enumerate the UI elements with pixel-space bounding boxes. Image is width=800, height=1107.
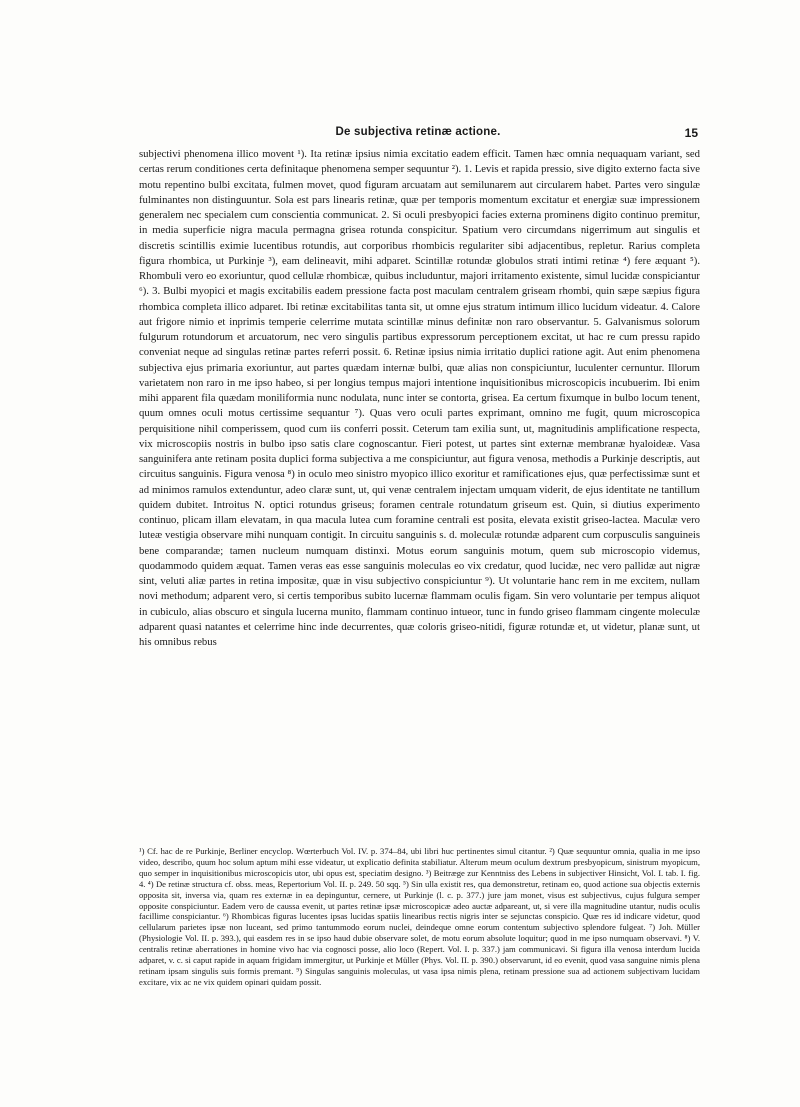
page-header	[138, 126, 698, 144]
running-title: De subjectiva retinæ actione.	[335, 126, 501, 138]
footnote-text: ¹) Cf. hac de re Purkinje, Berliner encyclop. Wœrterbuch Vol. IV. p. 374–84, ubi libri huc pertinentes simul citantur. ²) Quæ sequuntur omnia, qualia in me ipso video, describo, quum hoc solum aptum mihi esse videatur, ut explicatio definita stabiliatur. Alterum meum oculum dextrum presbyopicum, sinistrum myopicum, quo semper in inquisitionibus microscopicis utor, ubi opus est, speciatim designo. ³) Beitræge zur Kenntniss des Lebens in subjectiver Hinsicht, Vol. I. tab. I. fig. 4. ⁴) De retinæ structura cf. obss. meas, Repertorium Vol. II. p. 249. 50 sqq. ⁵) Sin ulla existit res, qua demonstretur, retinam eo, quod actione sua objectis externis opposita sit, inversa via, quam res externæ in ea depinguntur, cernere, ut Purkinje (l. c. p. 377.) jure jam monet, visus est subjectivus, cujus fulgura semper opposite conspiciuntur. Eadem vero de caussa evenit, ut partes retinæ ipsæ microscopicæ adeo auctæ adpareant, ut, si vere illa magnitudine utantur, nudis oculis facillime conspiciantur. ⁶) Rhombicas figuras lucentes ipsas lucidas spatiis linearibus rectis nigris inter se sejunctas conspicio. Quæ res id indicare videtur, quod cellularum parietes ipsæ non luceant, sed primo tantummodo eorum nuclei, deindeque omne eorum contentum subjectivo splendore fulgeat. ⁷) Joh. Müller (Physiologie Vol. II. p. 393.), qui easdem res in se ipso haud dubie observare solet, de motu eorum absolute loquitur; quod in me ipso numquam observavi. ⁸) V. centralis retinæ aberrationes in homine vivo hac via cognosci posse, alio loco (Repert. Vol. I. p. 337.) jam communicavi. Si figura illa venosa interdum lucida adparet, v. c. si caput rapide in aquam frigidam immergitur, ut Purkinje et Müller (Phys. Vol. II. p. 390.) observarunt, id eo evenit, quod vasa sanguine nimis plena retinam ipsam singulis suis formis premant. ⁹) Singulas sanguinis moleculas, ut vasa ipsa nimis plena, retinam pressione sua ad actionem subjectivam lucidam excitare, vix ac ne vix quidem opinari quidam possit.	[139, 846, 700, 987]
main-text	[139, 147, 700, 650]
footnotes	[139, 846, 700, 988]
page-number: 15	[684, 126, 698, 140]
body-paragraph: subjectivi phenomena illico movent ¹). Ita retinæ ipsius nimia excitatio eadem efficit. Tamen hæc omnia nequaquam variant, sed certas rerum conditiones certa definitaque phenomena semper sequuntur ²). 1. Levis et rapida pressio, sive digito externo facta sive motu repentino bulbi excitata, fulmen movet, quod figuram arcuatam aut semilunarem aut circularem habet. Partes vero singulæ fulminantes non distinguuntur. Sola est pars linearis retinæ, quæ per temporis momentum excitatur et energiæ suæ impressionem generalem nec specialem cum conscientia communicat. 2. Si oculi presbyopici facies externa prominens digito continuo premitur, in media superficie nigra macula permagna grisea rotunda conspicitur. Spatium vero circumdans nigerrimum aut singulis et discretis scintillis eximie lucentibus rotundis, aut corporibus rhombicis regulariter sibi adjacentibus, repletur. Rarius completa figura rhombica, ut Purkinje ³), eam delineavit, mihi adparet. Scintillæ rotundæ globulos strati intimi retinæ ⁴) fere æquant ⁵). Rhombuli vero eo exoriuntur, quod cellulæ rhombicæ, quibus includuntur, majori irritamento existente, simul lucidæ conspiciantur ⁶). 3. Bulbi myopici et magis excitabilis eadem pressione facta post maculam centralem griseam rhombi, quin sæpe sæpius figura rhombica completa illico adparet. Ibi retinæ excitabilitas tanta sit, ut omne ejus stratum intimum illico lucidum videatur. 4. Calore aut frigore nimio et inprimis temperie celerrime mutata scintillæ minus definitæ non raro observantur. 5. Galvanismus solorum fulgurum rotundorum et arcuatorum, nec vero singulis partibus expressorum perceptionem excitat, ut hac re cum pressu rapido conveniat neque ad singulas retinæ partes referri possit. 6. Retinæ ipsius nimia irritatio duplici ratione agit. Aut enim phenomena subjectiva ejus primaria exoriuntur, aut partes quædam internæ bulbi, quæ alias non conspiciuntur, luculenter cernuntur. Illorum varietatem non raro in me ipso habeo, si per longius tempus majori intentione inquisitionibus microscopicis incubuerim. Ibi enim mihi apparent fila quædam moniliformia nunc nodulata, nunc inter se contorta, grisea. Ea certum fixumque in bulbo locum tenent, quum omnes oculi motus certissime sequantur ⁷). Quas vero oculi partes exprimant, omnino me fugit, quum microscopica perquisitione nihil comperissem, quod cum iis conferri possit. Ceterum tam exilia sunt, ut, magnitudinis amplificatione respecta, vix microscopiis nostris in bulbo ipso satis clare cognoscantur. Fieri potest, ut partes sint externæ membranæ hyaloideæ. Vasa sanguinifera ante retinam posita duplici forma subjectiva a me conspiciuntur, aut figura venosa, methodis a Purkinje descriptis, aut circuitus sanguinis. Figura venosa ⁸) in oculo meo sinistro myopico illico exoritur et ramificationes ejus, quæ perfectissimæ sunt et ad minimos ramulos extenduntur, adeo claræ sunt, ut, qui venæ centralem injectam umquam viderit, de ejus identitate ne tantillum quidem dubitet. Introitus N. optici rotundus griseus; foramen centrale rotundatum griseum est. Quin, si diutius experimento continuo, plicam illam elevatam, in qua macula lutea cum foramine centrali est posita, elevata existit griseo-lactea. Maculæ vero luteæ vestigia observare mihi nunquam contigit. In circuitu sanguinis s. d. moleculæ rotundæ adparent cum corpusculis sanguineis bene comparandæ; tamen nucleum numquam distinxi. Motus eorum sanguinis motum, quem sub microscopio videmus, quodammodo quidem æquat. Tamen veras eas esse sanguinis moleculas eo vix credatur, quod lucidæ, nec vero pallidæ aut nigræ sint, veluti aliæ partes in retina impositæ, quæ in visu subjectivo conspiciuntur ⁹). Ut voluntarie hanc rem in me excitem, nullam novi methodum; adparent vero, si certis temporibus subito lucernæ flammam oculis figam. Sin vero voluntarie per tempus aliquot in cubiculo, alias obscuro et singula lucerna munito, flammam continuo intueor, tunc in fundo griseo flammam cingente moleculæ adparent quasi natantes et celerrime hinc inde decurrentes, quæ coloris griseo-nitidi, figuræ rotundæ et, ut videtur, planæ sunt, ut his omnibus rebus	[139, 148, 700, 648]
